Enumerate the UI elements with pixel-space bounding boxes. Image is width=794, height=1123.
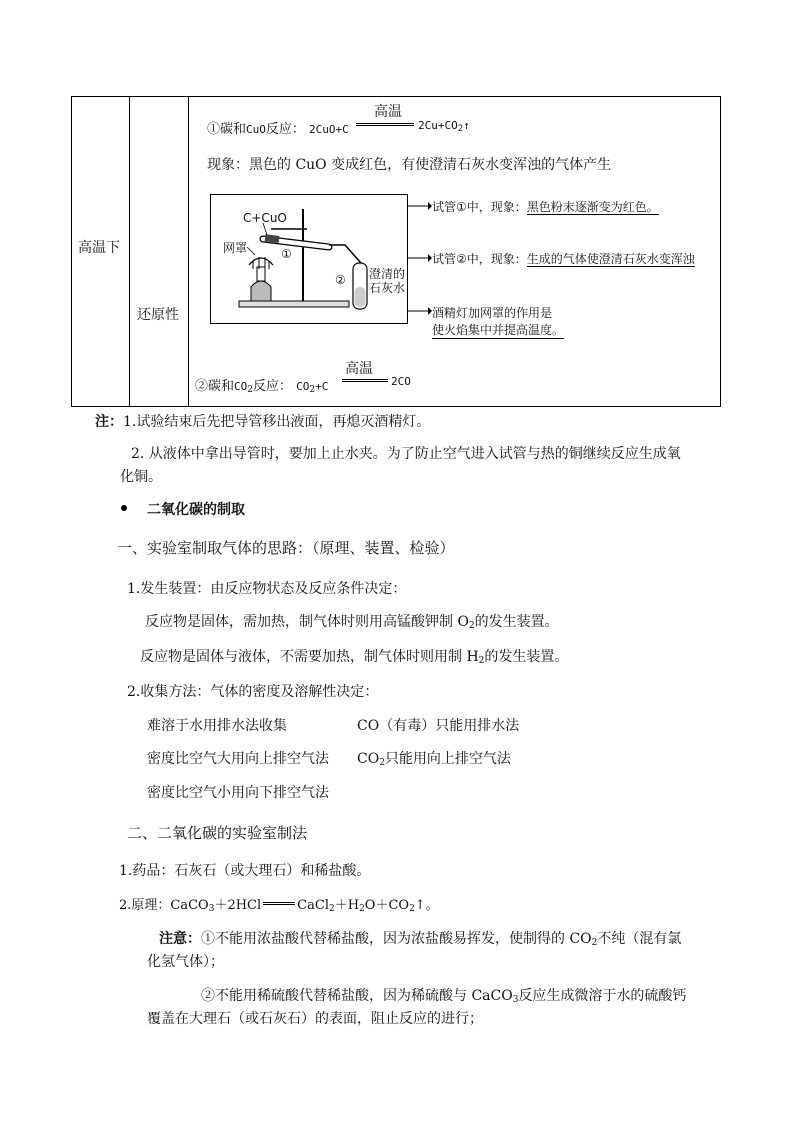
drugs-line: 1.药品：石灰石（或大理石）和稀盐酸。	[119, 863, 371, 879]
label-reactants: C+CuO	[243, 211, 287, 225]
collect-1-right: CO（有毒）只能用排水法	[357, 718, 520, 734]
attention-line-1: 注意：①不能用浓盐酸代替稀盐酸，因为浓盐酸易挥发，使制得的 $CO_2$不纯（混有氯	[159, 931, 682, 948]
principle-equals-sign	[263, 902, 295, 905]
attention-line-3: ②不能用稀硫酸代替稀盐酸，因为稀硫酸与 CaCO$_3$反应生成微溶于水的硫酸钙	[201, 988, 687, 1005]
figure-note-1: 试管①中，现象：黑色粉末逐渐变为红色。	[432, 200, 659, 214]
figure-note-3-line-1: 酒精灯加网罩的作用是	[432, 306, 553, 320]
section-title: 二氧化碳的制取	[147, 502, 245, 518]
equation-2-product: 2CO	[391, 375, 411, 388]
collect-2-left: 密度比空气大用向上排空气法	[147, 751, 329, 767]
collect-3-left: 密度比空气小用向下排空气法	[147, 785, 329, 801]
collect-1-left: 难溶于水用排水法收集	[147, 718, 287, 734]
equation-2-sign	[342, 379, 388, 382]
label-mesh: 网罩	[223, 241, 248, 255]
apparatus-drawing	[211, 195, 407, 323]
table-cell-condition: 高温下	[78, 240, 120, 256]
equation-2-condition: 高温	[345, 361, 373, 377]
label-tube-2: ②	[335, 273, 346, 287]
label-limewater-1: 澄清的	[369, 267, 406, 281]
collect-2-right: $CO_2$只能用向上排空气法	[357, 751, 511, 768]
label-tube-1: ①	[281, 247, 292, 261]
label-limewater-2: 石灰水	[369, 281, 406, 295]
annotation-arrows	[408, 198, 432, 318]
principle-line: 2.原理：CaCO$_3$＋2HCl $CaCl_2+H_2O+CO_2↑$。	[119, 898, 439, 914]
paragraph-1: 1.发生装置：由反应物状态及反应条件决定：	[127, 581, 407, 597]
equation-1-sign	[356, 123, 414, 126]
notes-line-1: 注：1.试验结束后先把导管移出液面，再熄灭酒精灯。	[95, 414, 431, 430]
table-divider-2	[188, 97, 189, 406]
equation-1-condition: 高温	[374, 104, 402, 120]
equation-2: ②碳和$CO_2$反应： $CO_2+C$	[195, 379, 329, 395]
figure-note-3-line-2: 使火焰集中并提高温度。	[432, 323, 565, 337]
bullet-dot	[121, 505, 127, 511]
equation-1-product: $2Cu+CO_2↑$	[418, 119, 470, 134]
notes-line-3: 化铜。	[120, 469, 162, 485]
notes-line-2: 2. 从液体中拿出导管时，要加上止水夹。为了防止空气进入试管与热的铜继续反应生成氧	[131, 446, 681, 462]
paragraph-1a: 反应物是固体，需加热，制气体时则用高锰酸钾制 $O_2$的发生装置。	[145, 614, 559, 631]
attention-line-4: 覆盖在大理石（或石灰石）的表面，阻止反应的进行；	[147, 1011, 483, 1027]
figure-note-2: 试管②中，现象：生成的气体使澄清石灰水变浑浊	[432, 252, 695, 266]
attention-line-2: 化氢气体）；	[147, 954, 224, 970]
phenomenon-text: 现象：黑色的 CuO 变成红色，有使澄清石灰水变浑浊的气体产生	[207, 157, 612, 173]
heading-2: 二、二氧化碳的实验室制法	[127, 824, 308, 842]
apparatus-figure	[210, 194, 408, 324]
heading-1: 一、实验室制取气体的思路：（原理、装置、检验）	[117, 539, 455, 557]
equation-1: ①碳和CuO反应： 2CuO+C	[207, 122, 349, 137]
paragraph-1b: 反应物是固体与液体，不需要加热，制气体时则用制 $H_2$的发生装置。	[140, 649, 569, 666]
table-cell-property: 还原性	[137, 307, 179, 323]
table-divider-1	[129, 97, 130, 406]
paragraph-2: 2.收集方法：气体的密度及溶解性决定：	[127, 684, 379, 700]
